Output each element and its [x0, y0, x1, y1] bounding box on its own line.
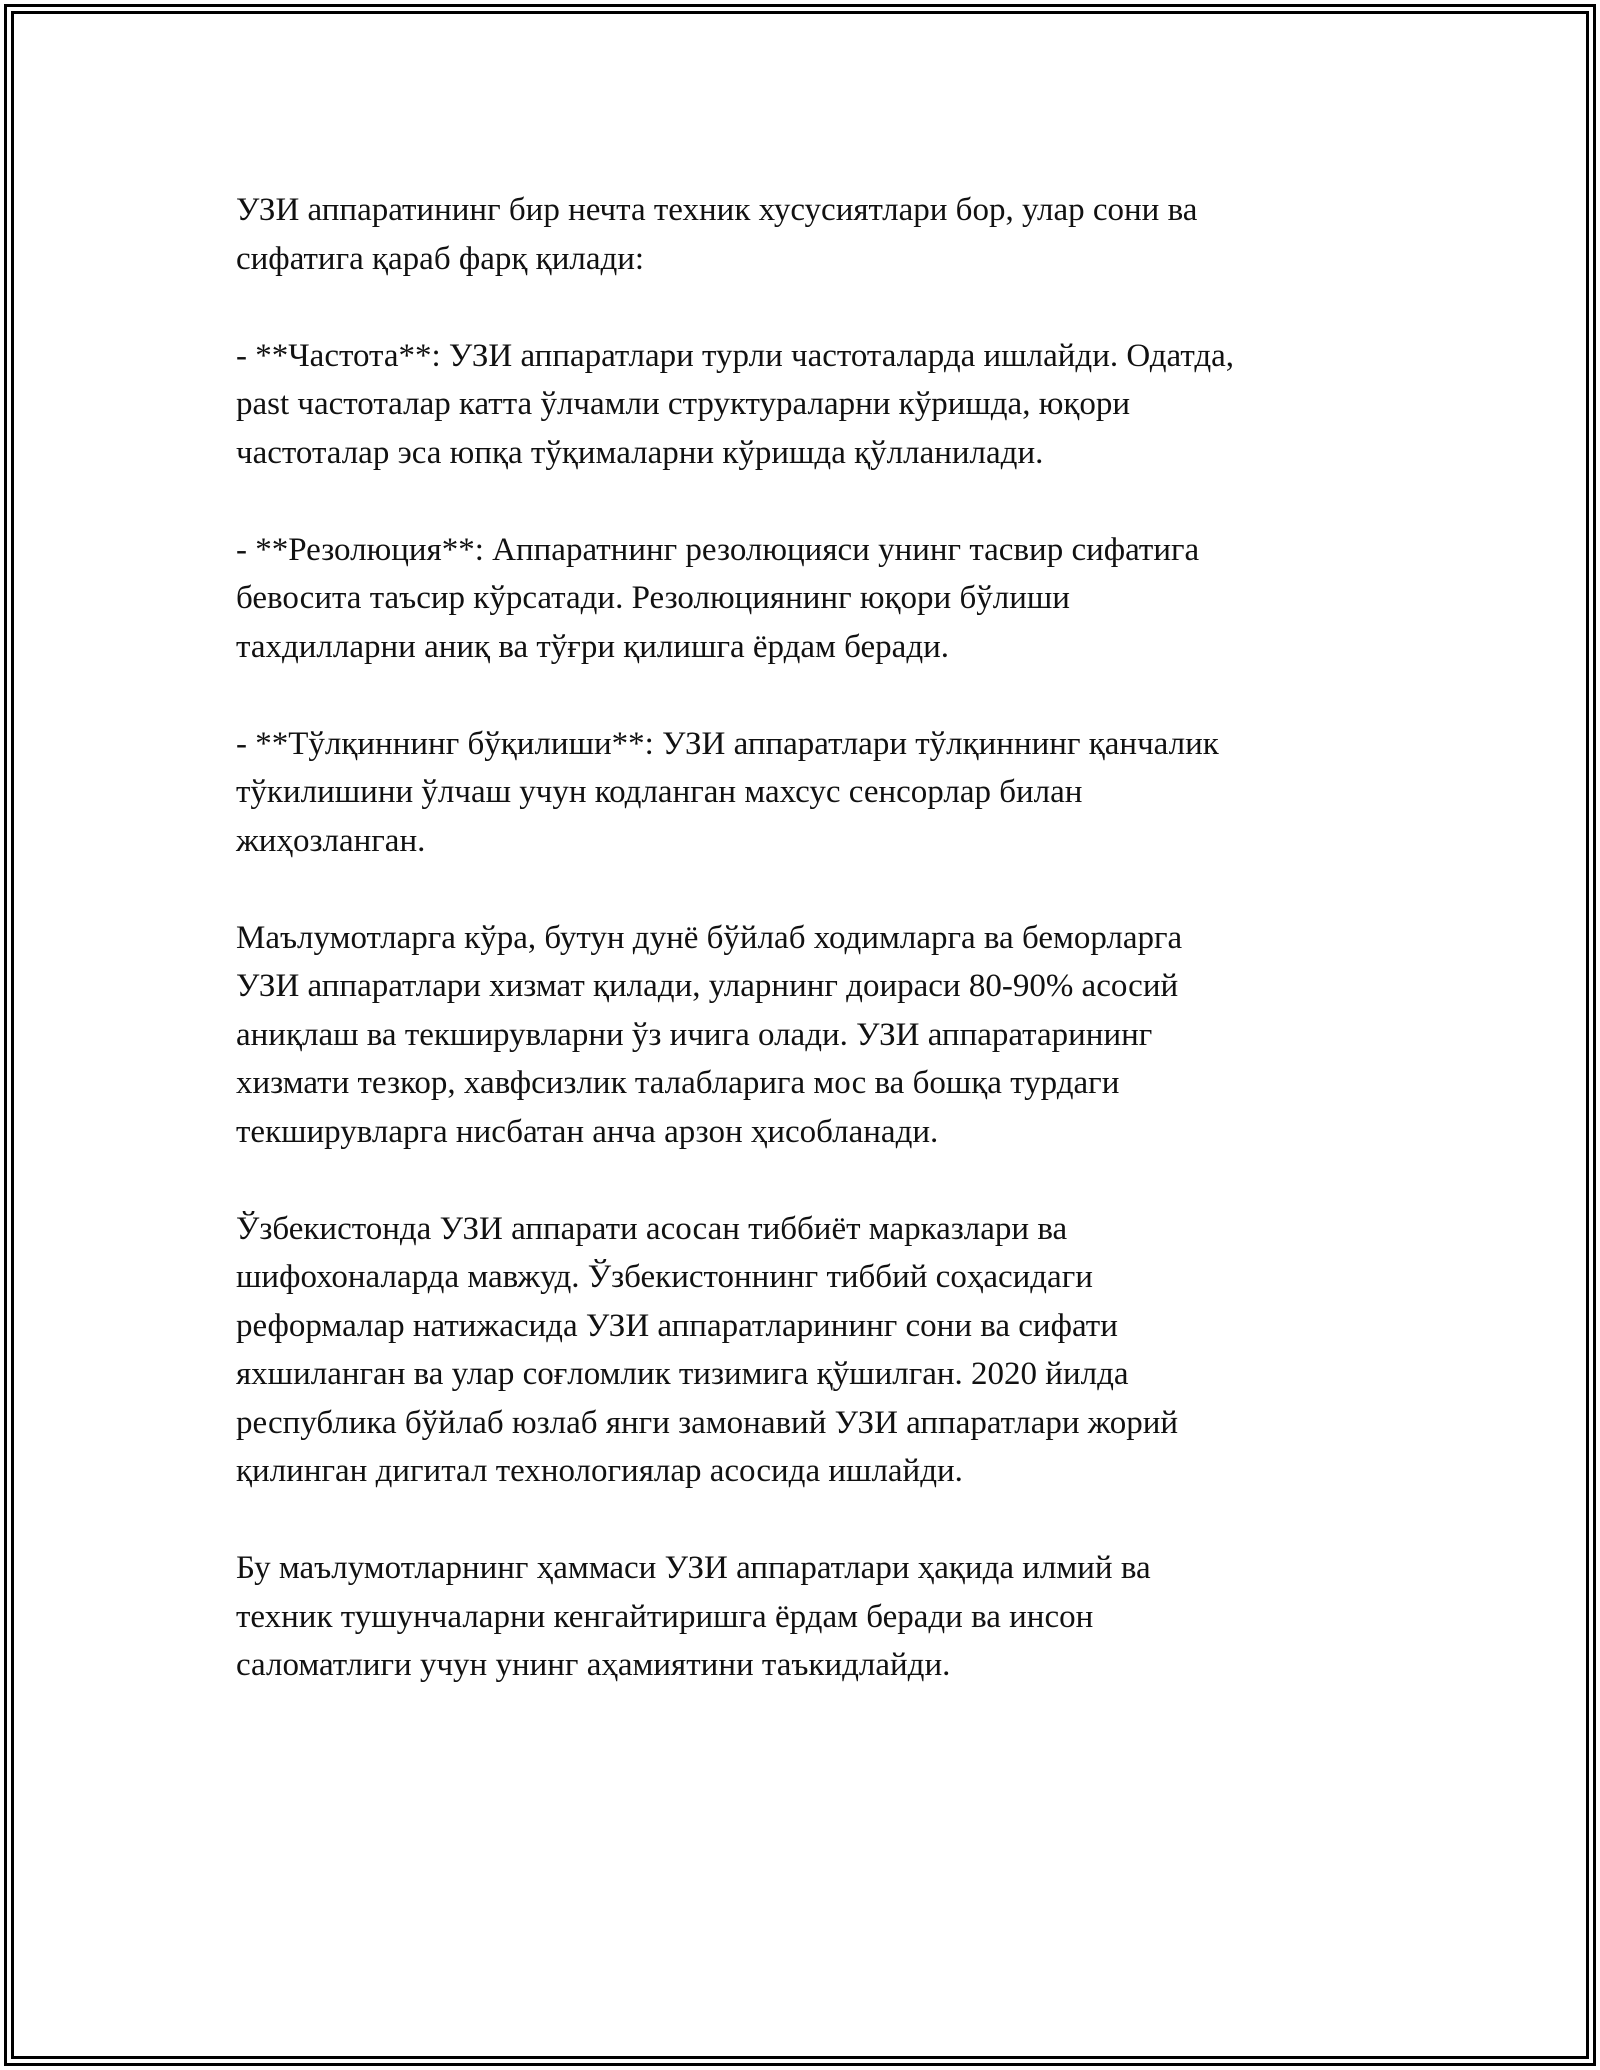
- paragraph-frequency: - **Частота**: УЗИ аппаратлари турли частоталарда ишлайди. Одатда, past частоталар катта ўлчамли структураларни кўришда, юқори частоталар эса юпқа тўқималарни кўришда қўлланилади.: [236, 337, 1235, 471]
- document-body: [236, 186, 1364, 1738]
- paragraph-resolution: - **Резолюция**: Аппаратнинг резолюцияси унинг тасвир сифатига бевосита таъсир кўрсатади. Резолюциянинг юқори бўлиши тахдилларни аниқ ва тўғри қилишга ёрдам беради.: [236, 531, 1200, 665]
- paragraph-intro: УЗИ аппаратининг бир нечта техник хусусиятлари бор, улар сони ва сифатига қараб фарқ қилади:: [236, 192, 1198, 277]
- paragraph-wave: - **Тўлқиннинг бўқилиши**: УЗИ аппаратлари тўлқиннинг қанчалик тўкилишини ўлчаш учун кодланган махсус сенсорлар билан жиҳозланган.: [236, 725, 1219, 859]
- paragraph-worldwide: Маълумотларга кўра, бутун дунё бўйлаб ходимларга ва беморларга УЗИ аппаратлари хизмат қилади, уларнинг доираси 80-90% асосий аниқлаш ва текширувларни ўз ичига олади. УЗИ аппаратарининг хизмати тезкор, хавфсизлик талабларига мос ва бошқа турдаги текширувларга нисбатан анча арзон ҳисобланади.: [236, 919, 1183, 1150]
- paragraph-conclusion: Бу маълумотларнинг ҳаммаси УЗИ аппаратлари ҳақида илмий ва техник тушунчаларни кенгайтиришга ёрдам беради ва инсон саломатлиги учун унинг аҳамиятини таъкидлайди.: [236, 1550, 1151, 1683]
- paragraph-uzbekistan: Ўзбекистонда УЗИ аппарати асосан тиббиёт марказлари ва шифохоналарда мавжуд. Ўзбекистоннинг тиббий соҳасидаги реформалар натижасида УЗИ аппаратларининг сони ва сифати яхшиланган ва улар соғломлик тизимига қўшилган. 2020 йилда республика бўйлаб юзлаб янги замонавий УЗИ аппаратлари жорий қилинган дигитал технологиялар асосида ишлайди.: [236, 1210, 1179, 1489]
